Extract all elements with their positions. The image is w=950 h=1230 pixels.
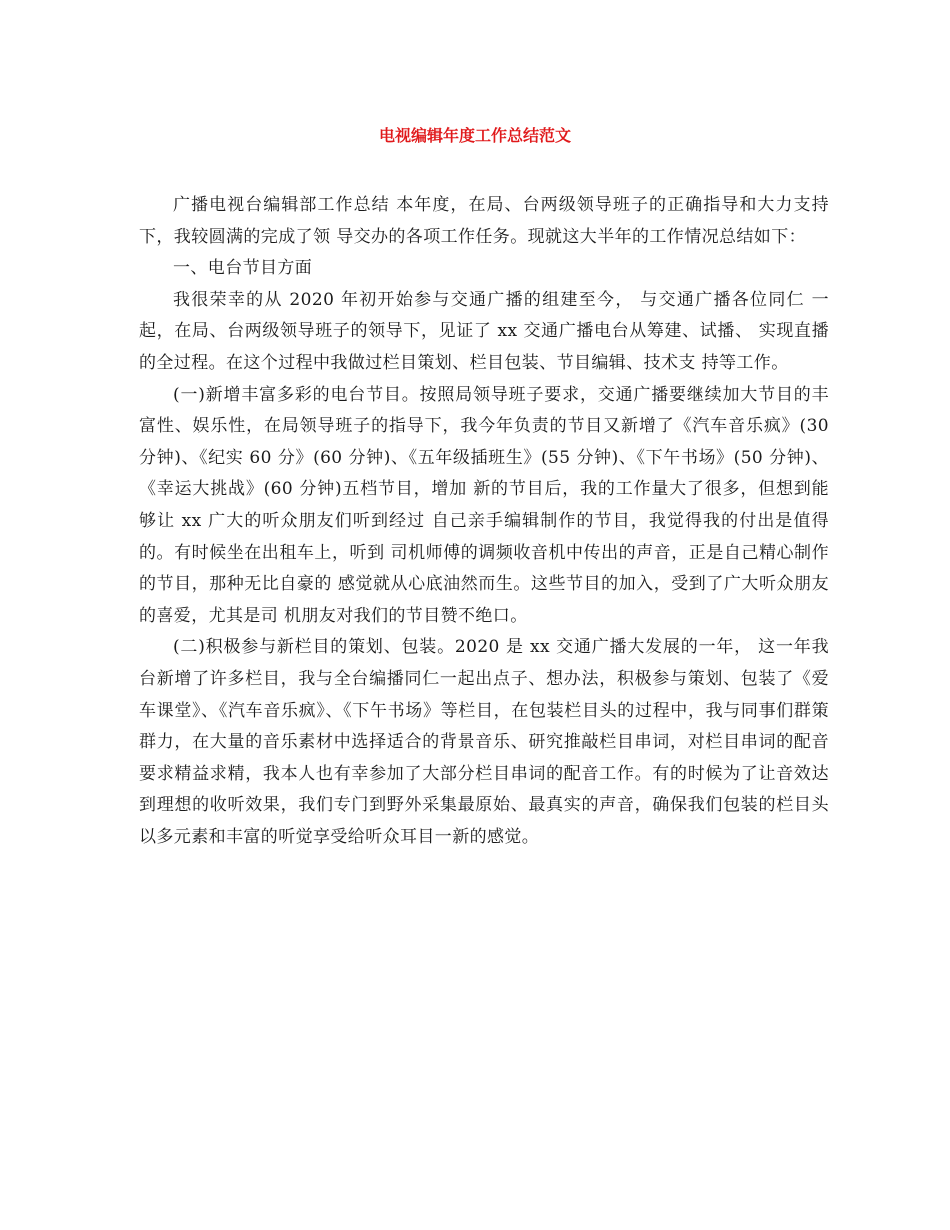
paragraph-new-columns: (二)积极参与新栏目的策划、包装。2020 是 xx 交通广播大发展的一年， 这一年我台新增了许多栏目，我与全台编播同仁一起出点子、想办法，积极参与策划、包装了《爱车课堂》、《汽车音乐疯》、《下午书场》等栏目，在包装栏目头的过程中，我与同事们群策群力，在大量的音乐素材中选择适合的背景音乐、研究推敲栏目串词，对栏目串词的配音要求精益求精，我本人也有幸参加了大部分栏目串词的配音工作。有的时候为了让音效达到理想的收听效果，我们专门到野外采集最原始、最真实的声音，确保我们包装的栏目头以多元素和丰富的听觉享受给听众耳目一新的感觉。 [139, 637, 829, 847]
document-body [139, 190, 829, 853]
paragraph-new-programs: (一)新增丰富多彩的电台节目。按照局领导班子要求，交通广播要继续加大节目的丰富性、娱乐性，在局领导班子的指导下，我今年负责的节目又新增了《汽车音乐疯》(30 分钟)、《纪实 60 分》(60 分钟)、《五年级插班生》(55 分钟)、《下午书场》(50 分钟)、《幸运大挑战》(60 分钟)五档节目，增加 新的节目后，我的工作量大了很多，但想到能够让 xx 广大的听众朋友们听到经过 自己亲手编辑制作的节目，我觉得我的付出是值得的。有时候坐在出租车上，听到 司机师傅的调频收音机中传出的声音，正是自己精心制作的节目，那种无比自豪的 感觉就从心底油然而生。这些节目的加入，受到了广大听众朋友的喜爱，尤其是司 机朋友对我们的节目赞不绝口。 [139, 384, 829, 626]
section-heading-radio-programs: 一、电台节目方面 [173, 258, 313, 279]
document-title: 电视编辑年度工作总结范文 [378, 126, 571, 145]
paragraph-intro: 广播电视台编辑部工作总结 本年度，在局、台两级领导班子的正确指导和大力支持下，我较圆满的完成了领 导交办的各项工作任务。现就这大半年的工作情况总结如下： [139, 195, 829, 247]
paragraph-traffic-radio: 我很荣幸的从 2020 年初开始参与交通广播的组建至今， 与交通广播各位同仁 一起，在局、台两级领导班子的领导下，见证了 xx 交通广播电台从筹建、试播、 实现直播的全过程。在这个过程中我做过栏目策划、栏目包装、节目编辑、技术支 持等工作。 [139, 289, 829, 373]
